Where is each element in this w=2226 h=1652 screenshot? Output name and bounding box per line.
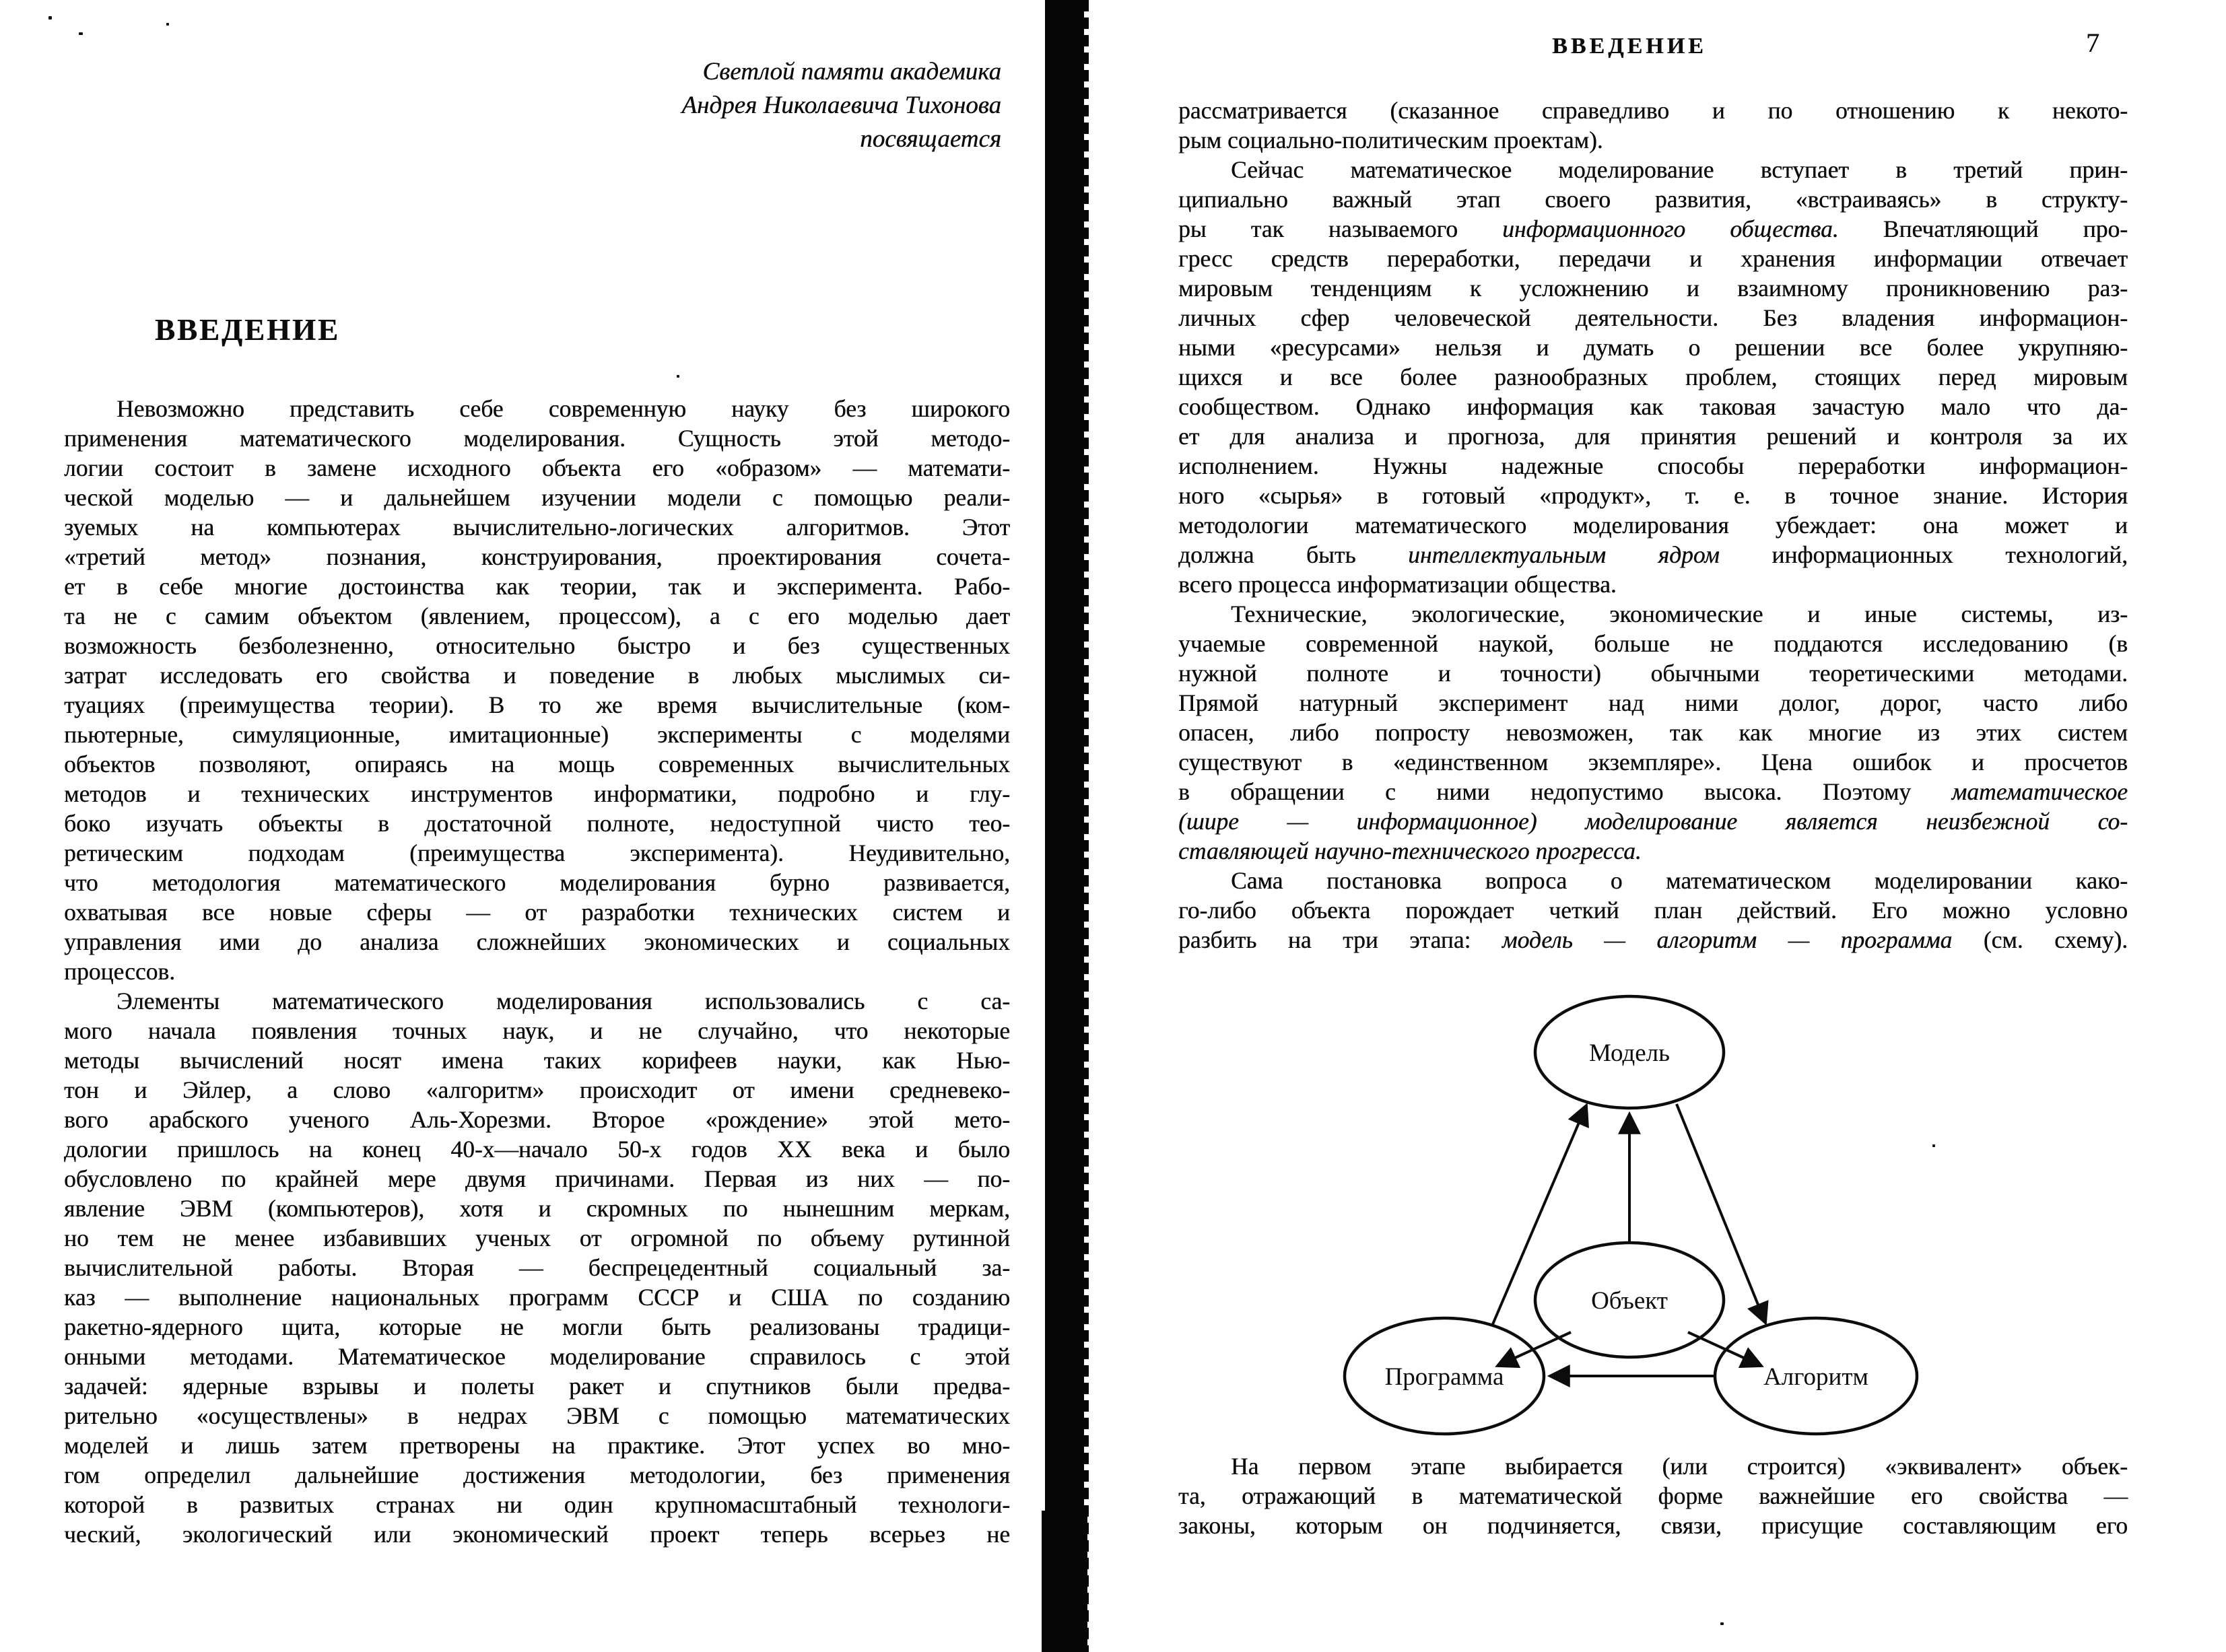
text-line: управления ими до анализа сложнейших экономических и социальных bbox=[64, 928, 1010, 955]
text-line: разбить на три этапа: модель — алгоритм — программа (см. схему). bbox=[1178, 926, 2128, 953]
text-line: ческой моделью — и дальнейшем изучении модели с помощью реали- bbox=[64, 484, 1010, 511]
scan-speck bbox=[166, 23, 169, 26]
text-line: дологии пришлось на конец 40-х—начало 50-х годов XX века и было bbox=[64, 1136, 1010, 1163]
right-page-text-lower bbox=[1178, 1451, 2128, 1540]
text-line: всего процесса информатизации общества. bbox=[1178, 571, 1617, 598]
text-line: рым социально-политическим проектам). bbox=[1178, 127, 1603, 153]
text-line: Невозможно представить себе современную науку без широкого bbox=[116, 395, 1010, 422]
dedication bbox=[64, 55, 1001, 156]
text-line: та не с самим объектом (явлением, процессом), а с его моделью дает bbox=[64, 603, 1010, 629]
text-line: ными «ресурсами» нельзя и думать о решении все более укрупняю- bbox=[1178, 334, 2128, 361]
diagram-label-model: Модель bbox=[1589, 1039, 1670, 1067]
scan-speck bbox=[1932, 1144, 1935, 1147]
text-line: мировым тенденциям к усложнению и взаимному проникновению раз- bbox=[1178, 275, 2128, 302]
text-line: ет в себе многие достоинства как теории, так и эксперимента. Рабо- bbox=[64, 573, 1010, 600]
text-line: гом определил дальнейшие достижения методологии, без применения bbox=[64, 1461, 1010, 1488]
text-line: тон и Эйлер, а слово «алгоритм» происходит от имени средневеко- bbox=[64, 1076, 1010, 1103]
text-line: методов и технических инструментов информатики, подробно и глу- bbox=[64, 780, 1010, 807]
right-page-text-upper bbox=[1178, 96, 2128, 955]
text-line: нужной полноте и точности) обычными теоретическими методами. bbox=[1178, 660, 2128, 687]
text-line: та, отражающий в математической форме важнейшие его свойства — bbox=[1178, 1482, 2128, 1509]
text-line: вычислительной работы. Вторая — беспрецедентный социальный за- bbox=[64, 1254, 1010, 1281]
text-line: рительно «осуществлены» в недрах ЭВМ с помощью математических bbox=[64, 1402, 1010, 1429]
text-line: методы вычислений носят имена таких корифеев науки, как Нью- bbox=[64, 1047, 1010, 1074]
text-line: что методология математического моделирования бурно развивается, bbox=[64, 869, 1010, 896]
model-algorithm-program-diagram bbox=[1178, 971, 2128, 1443]
text-line: ческий, экологический или экономический проект теперь всерьез не bbox=[64, 1521, 1010, 1548]
text-line: в обращении с ними недопустимо высока. Поэтому математическое bbox=[1178, 778, 2128, 805]
text-line: Элементы математического моделирования использовались с са- bbox=[116, 988, 1010, 1014]
text-line: боко изучать объекты в достаточной полноте, недоступной чисто тео- bbox=[64, 810, 1010, 837]
text-line: ципиально важный этап своего развития, «встраиваясь» в структу- bbox=[1178, 186, 2128, 213]
text-line: щихся и все более разнообразных проблем, стоящих перед мировым bbox=[1178, 364, 2128, 390]
text-line: Технические, экологические, экономические и иные системы, из- bbox=[1231, 600, 2128, 627]
text-line: Сейчас математическое моделирование вступает в третий прин- bbox=[1231, 156, 2128, 183]
text-line: обусловлено по крайней мере двумя причинами. Первая из них — по- bbox=[64, 1165, 1010, 1192]
text-line: процессов. bbox=[64, 958, 176, 985]
book-gutter bbox=[1045, 0, 1084, 1652]
text-line: моделей и лишь затем претворены на практике. Этот успех во мно- bbox=[64, 1432, 1010, 1459]
text-line: которой в развитых странах ни один крупномасштабный технологи- bbox=[64, 1491, 1010, 1518]
text-line: онными методами. Математическое моделирование справилось с этой bbox=[64, 1343, 1010, 1370]
running-head: ВВЕДЕНИЕ bbox=[1552, 34, 1707, 59]
text-line: личных сфер человеческой деятельности. Без владения информацион- bbox=[1178, 304, 2128, 331]
text-line: зуемых на компьютерах вычислительно-логических алгоритмов. Этот bbox=[64, 514, 1010, 541]
text-line: ного «сырья» в готовый «продукт», т. е. в точное знание. История bbox=[1178, 482, 2128, 509]
dedication-line: Светлой памяти академика bbox=[702, 58, 1001, 85]
text-line: «третий метод» познания, конструирования, проектирования сочета- bbox=[64, 543, 1010, 570]
text-line: рассматривается (сказанное справедливо и по отношению к некото- bbox=[1178, 97, 2128, 124]
text-line: должна быть интеллектуальным ядром информационных технологий, bbox=[1178, 541, 2128, 568]
text-line: явление ЭВМ (компьютеров), хотя и скромных по нынешним меркам, bbox=[64, 1195, 1010, 1222]
text-line: задачей: ядерные взрывы и полеты ракет и спутников были предва- bbox=[64, 1373, 1010, 1400]
text-line: Прямой натурный эксперимент над ними долог, дорог, часто либо bbox=[1178, 689, 2128, 716]
scan-speck bbox=[79, 32, 83, 35]
text-line: ретическим подходам (преимущества эксперимента). Неудивительно, bbox=[64, 839, 1010, 866]
text-line: охватывая все новые сферы — от разработки технических систем и bbox=[64, 899, 1010, 926]
text-line: гресс средств переработки, передачи и хранения информации отвечает bbox=[1178, 245, 2128, 272]
dedication-line: посвящается bbox=[860, 125, 1001, 153]
text-line: На первом этапе выбирается (или строится) «эквивалент» объек- bbox=[1231, 1453, 2128, 1480]
text-line: ракетно-ядерного щита, которые не могли быть реализованы традици- bbox=[64, 1313, 1010, 1340]
text-line: но тем не менее избавивших ученых от огромной по объему рутинной bbox=[64, 1225, 1010, 1251]
text-line: учаемые современной наукой, больше не поддаются исследованию (в bbox=[1178, 630, 2128, 657]
text-line: существуют в «единственном экземпляре». Цена ошибок и просчетов bbox=[1178, 749, 2128, 776]
text-line: туациях (преимущества теории). В то же время вычислительные (ком- bbox=[64, 691, 1010, 718]
left-page-text bbox=[64, 394, 1010, 1549]
text-line: пьютерные, симуляционные, имитационные) эксперименты с моделями bbox=[64, 721, 1010, 748]
diagram-label-algorithm: Алгоритм bbox=[1763, 1363, 1868, 1391]
text-line: объектов позволяют, опираясь на мощь современных вычислительных bbox=[64, 751, 1010, 778]
text-line: ры так называемого информационного общества. Впечатляющий про- bbox=[1178, 215, 2128, 242]
text-line: ет для анализа и прогноза, для принятия решений и контроля за их bbox=[1178, 423, 2128, 450]
dedication-line: Андрея Николаевича Тихонова bbox=[681, 92, 1001, 119]
scan-speck bbox=[1720, 1622, 1724, 1625]
text-line: вого арабского ученого Аль-Хорезми. Второе «рождение» этой мето- bbox=[64, 1106, 1010, 1133]
text-line: методологии математического моделирования убеждает: она может и bbox=[1178, 512, 2128, 539]
text-line: опасен, либо попросту невозможен, так как многие из этих систем bbox=[1178, 719, 2128, 746]
page-number: 7 bbox=[2086, 28, 2099, 58]
text-line: исполнением. Нужны надежные способы переработки информацион- bbox=[1178, 452, 2128, 479]
text-line: ставляющей научно-технического прогресса. bbox=[1178, 837, 1642, 864]
chapter-heading: ВВЕДЕНИЕ bbox=[155, 313, 341, 347]
text-line: законы, которым он подчиняется, связи, присущие составляющим его bbox=[1178, 1512, 2128, 1539]
text-line: каз — выполнение национальных программ СССР и США по созданию bbox=[64, 1284, 1010, 1311]
scan-speck bbox=[48, 16, 52, 20]
text-line: затрат исследовать его свойства и поведение в любых мыслимых си- bbox=[64, 662, 1010, 689]
diagram-label-program: Программа bbox=[1384, 1363, 1504, 1391]
diagram-label-object: Объект bbox=[1591, 1287, 1668, 1315]
text-line: сообществом. Однако информация как таковая зачастую мало что да- bbox=[1178, 393, 2128, 420]
text-line: возможность безболезненно, относительно быстро и без существенных bbox=[64, 632, 1010, 659]
text-line: го-либо объекта порождает четкий план действий. Его можно условно bbox=[1178, 897, 2128, 924]
text-line: мого начала появления точных наук, и не случайно, что некоторые bbox=[64, 1017, 1010, 1044]
arrow-program-to-model bbox=[1493, 1105, 1586, 1324]
scan-speck bbox=[677, 375, 679, 378]
text-line: применения математического моделирования. Сущность этой методо- bbox=[64, 425, 1010, 452]
text-line: (шире — информационное) моделирование является неизбежной со- bbox=[1178, 808, 2128, 835]
text-line: логии состоит в замене исходного объекта его «образом» — математи- bbox=[64, 454, 1010, 481]
text-line: Сама постановка вопроса о математическом моделировании како- bbox=[1231, 867, 2128, 894]
